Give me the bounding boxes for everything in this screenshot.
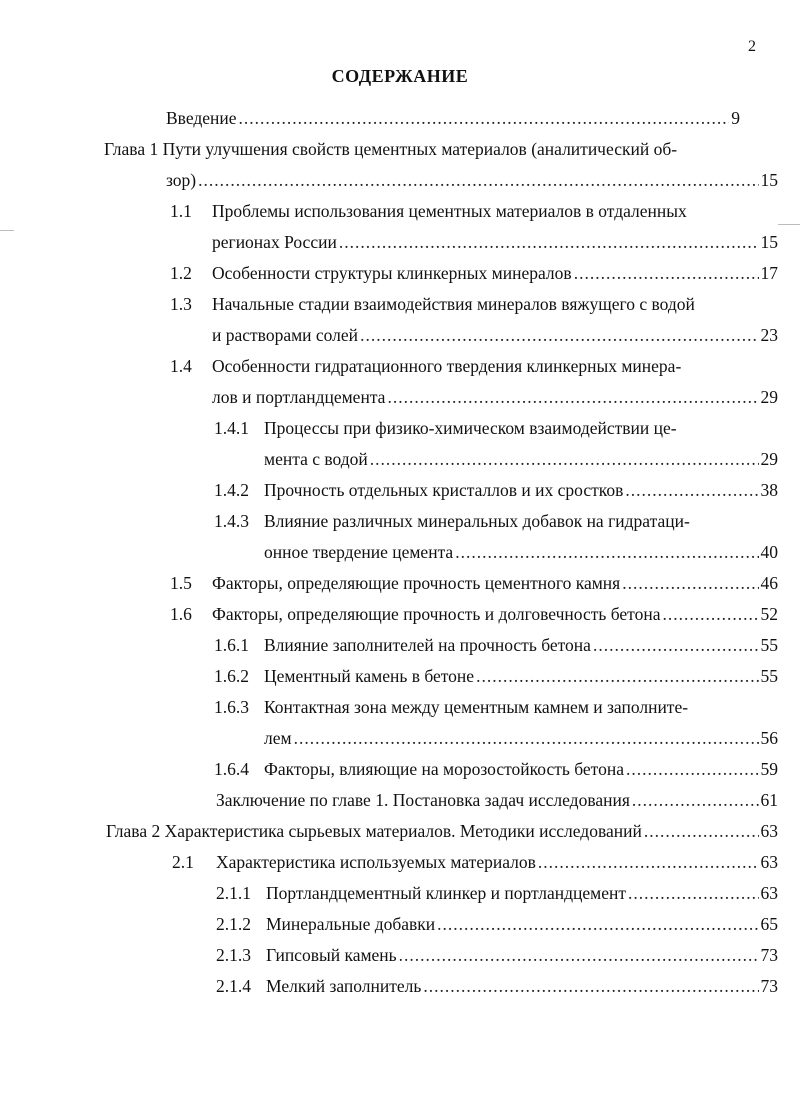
toc-entry-1-6-4 (214, 759, 778, 783)
toc-entry-number: 1.4.3 (214, 511, 249, 531)
toc-entry-text: Контактная зона между цементным камнем и заполните- (264, 697, 689, 717)
toc-entry-1-4-3-cont (264, 542, 778, 566)
toc-entry-page: 29 (760, 449, 778, 469)
toc-entry-text: Влияние заполнителей на прочность бетона (264, 635, 591, 655)
leader-dots (626, 759, 759, 780)
toc-entry-1-6-1 (214, 635, 778, 659)
toc-entry-1-6 (170, 604, 778, 628)
toc-entry-page: 59 (760, 759, 778, 779)
toc-entry-text: лов и портландцемента (212, 387, 386, 407)
toc-entry-text: Особенности гидратационного твердения клинкерных минера- (212, 356, 682, 376)
toc-entry-1-4-1-cont (264, 449, 778, 473)
toc-entry-text: Глава 2 Характеристика сырьевых материалов. Методики исследований (106, 821, 642, 841)
toc-entry-number: 1.5 (170, 573, 192, 593)
toc-entry-text: лем (264, 728, 292, 748)
toc-entry-page: 38 (760, 480, 778, 500)
toc-entry-1-1-cont (212, 232, 778, 256)
toc-entry-page: 46 (760, 573, 778, 593)
toc-entry-page: 61 (760, 790, 778, 810)
toc-entry-text: регионах России (212, 232, 337, 252)
left-margin-mark (0, 230, 14, 231)
toc-entry-1-4-cont (212, 387, 778, 411)
toc-entry-page: 9 (731, 108, 740, 128)
toc-entry-number: 1.3 (170, 294, 192, 314)
toc-entry-chapter-2 (106, 821, 778, 845)
toc-entry-chapter-1 (104, 139, 744, 163)
toc-entry-text: Факторы, определяющие прочность и долговечность бетона (212, 604, 661, 624)
toc-entry-text: Прочность отдельных кристаллов и их сростков (264, 480, 624, 500)
toc-entry-chapter-1-cont (166, 170, 778, 194)
leader-dots (632, 790, 759, 811)
toc-entry-1-6-2 (214, 666, 778, 690)
toc-entry-2-1-4 (216, 976, 778, 1000)
leader-dots (574, 263, 759, 284)
leader-dots (644, 821, 759, 842)
toc-entry-2-1-2 (216, 914, 778, 938)
toc-entry-1-4-2 (214, 480, 778, 504)
toc-entry-number: 1.4.1 (214, 418, 249, 438)
toc-entry-text: Портландцементный клинкер и портландцемент (266, 883, 627, 903)
toc-entry-page: 29 (760, 387, 778, 407)
toc-entry-2-1-1 (216, 883, 778, 907)
toc-entry-text: Факторы, определяющие прочность цементного камня (212, 573, 621, 593)
toc-entry-1-3-cont (212, 325, 778, 349)
toc-entry-text: онное твердение цемента (264, 542, 454, 562)
leader-dots (593, 635, 759, 656)
toc-entry-number: 1.6.1 (214, 635, 249, 655)
toc-entry-page: 56 (760, 728, 778, 748)
toc-entry-number: 2.1 (172, 852, 194, 872)
leader-dots (198, 170, 758, 191)
toc-entry-number: 1.4.2 (214, 480, 249, 500)
toc-entry-1-4-3 (214, 511, 744, 535)
leader-dots (360, 325, 758, 346)
leader-dots (437, 914, 758, 935)
toc-entry-page: 65 (760, 914, 778, 934)
toc-entry-text: Заключение по главе 1. Постановка задач исследования (216, 790, 630, 810)
leader-dots (294, 728, 759, 749)
toc-entry-number: 1.6.2 (214, 666, 249, 686)
toc-entry-text: Характеристика используемых материалов (216, 852, 536, 872)
toc-entry-number: 1.2 (170, 263, 192, 283)
toc-entry-page: 15 (760, 232, 778, 252)
toc-entry-text: Факторы, влияющие на морозостойкость бетона (264, 759, 624, 779)
leader-dots (538, 852, 759, 873)
toc-entry-page: 40 (760, 542, 778, 562)
leader-dots (399, 945, 759, 966)
toc-entry-introduction (166, 108, 740, 132)
right-margin-mark (778, 224, 800, 225)
toc-entry-1-6-3 (214, 697, 744, 721)
toc-entry-text: Минеральные добавки (266, 914, 436, 934)
leader-dots (387, 387, 758, 408)
toc-entry-page: 52 (760, 604, 778, 624)
toc-entry-text: Процессы при физико-химическом взаимодействии це- (264, 418, 677, 438)
leader-dots (622, 573, 758, 594)
page-number: 2 (748, 38, 756, 55)
toc-entry-page: 15 (760, 170, 778, 190)
toc-entry-text: Особенности структуры клинкерных минералов (212, 263, 572, 283)
toc-entry-page: 63 (760, 821, 778, 841)
toc-entry-page: 17 (760, 263, 778, 283)
toc-entry-text: и растворами солей (212, 325, 359, 345)
toc-entry-text: Глава 1 Пути улучшения свойств цементных материалов (аналитический об- (104, 139, 678, 159)
toc-entry-chapter-1-conclusion (216, 790, 778, 814)
leader-dots (628, 883, 758, 904)
toc-entry-number: 1.4 (170, 356, 192, 376)
toc-entry-1-2 (170, 263, 778, 287)
toc-entry-number: 2.1.2 (216, 914, 251, 934)
toc-entry-number: 2.1.4 (216, 976, 251, 996)
leader-dots (239, 108, 730, 129)
leader-dots (339, 232, 759, 253)
leader-dots (455, 542, 758, 563)
leader-dots (476, 666, 758, 687)
toc-entry-text: Цементный камень в бетоне (264, 666, 475, 686)
toc-entry-page: 63 (760, 852, 778, 872)
toc-entry-number: 1.6 (170, 604, 192, 624)
toc-entry-2-1 (172, 852, 778, 876)
toc-entry-text: Мелкий заполнитель (266, 976, 422, 996)
toc-entry-1-5 (170, 573, 778, 597)
leader-dots (370, 449, 759, 470)
toc-entry-1-1 (170, 201, 740, 225)
toc-entry-2-1-3 (216, 945, 778, 969)
toc-entry-number: 1.1 (170, 201, 192, 221)
toc-entry-1-4 (170, 356, 740, 380)
toc-entry-text: зор) (166, 170, 197, 190)
toc-entry-page: 73 (760, 945, 778, 965)
leader-dots (662, 604, 758, 625)
leader-dots (625, 480, 758, 501)
toc-entry-text: Начальные стадии взаимодействия минералов вяжущего с водой (212, 294, 695, 314)
toc-entry-page: 23 (760, 325, 778, 345)
page-title: СОДЕРЖАНИЕ (331, 66, 469, 86)
toc-entry-page: 73 (760, 976, 778, 996)
toc-entry-number: 2.1.1 (216, 883, 251, 903)
toc-entry-text: Введение (166, 108, 237, 128)
toc-entry-number: 2.1.3 (216, 945, 251, 965)
toc-entry-number: 1.6.4 (214, 759, 249, 779)
toc-entry-1-3 (170, 294, 740, 318)
toc-entry-text: Проблемы использования цементных материалов в отдаленных (212, 201, 687, 221)
toc-entry-text: мента с водой (264, 449, 368, 469)
toc-entry-1-6-3-cont (264, 728, 778, 752)
toc-entry-text: Гипсовый камень (266, 945, 397, 965)
toc-entry-number: 1.6.3 (214, 697, 249, 717)
toc-entry-page: 55 (760, 635, 778, 655)
toc-entry-text: Влияние различных минеральных добавок на гидратаци- (264, 511, 690, 531)
leader-dots (423, 976, 758, 997)
toc-entry-1-4-1 (214, 418, 744, 442)
toc-entry-page: 55 (760, 666, 778, 686)
toc-entry-page: 63 (760, 883, 778, 903)
